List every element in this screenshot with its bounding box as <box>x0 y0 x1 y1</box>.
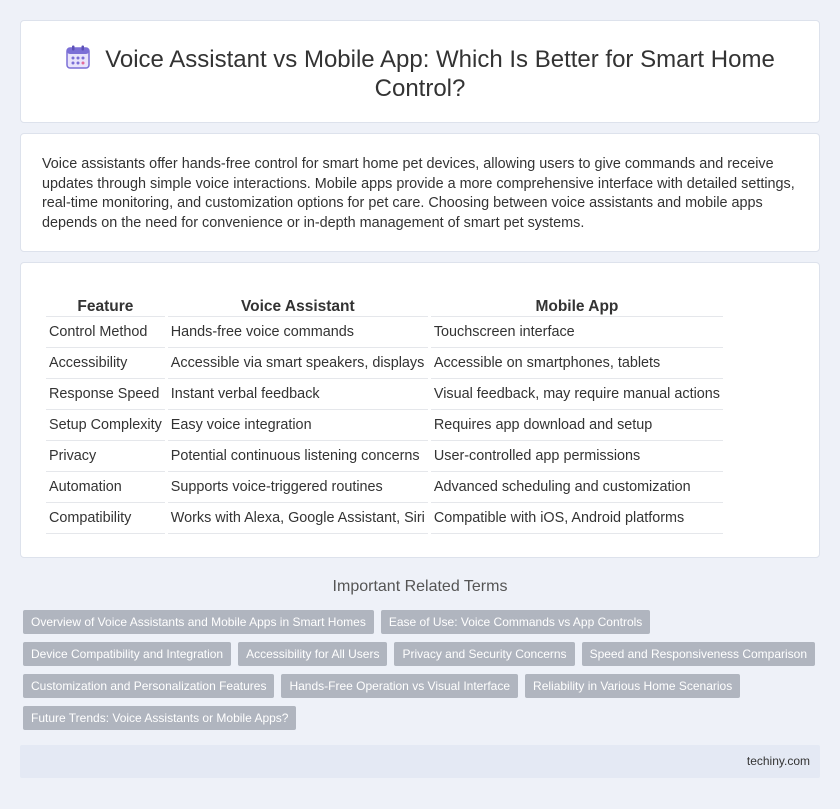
header-card <box>20 20 820 123</box>
table-cell: Privacy <box>46 441 165 472</box>
related-term-tag[interactable]: Ease of Use: Voice Commands vs App Controls <box>381 610 650 634</box>
table-cell: Hands-free voice commands <box>168 317 428 348</box>
table-cell: Instant verbal feedback <box>168 379 428 410</box>
table-cell: Accessible via smart speakers, displays <box>168 348 428 379</box>
related-terms-tags <box>23 610 823 730</box>
related-term-tag[interactable]: Customization and Personalization Features <box>23 674 274 698</box>
header-feature: Feature <box>46 297 165 317</box>
table-cell: Advanced scheduling and customization <box>431 472 723 503</box>
intro-text: Voice assistants offer hands-free control for smart home pet devices, allowing users to give commands and receive updates through simple voice interactions. Mobile apps provide a more comprehensive interface with detailed settings, real-time monitoring, and customization options for pet care. Choosing between voice assistants and mobile apps depends on the need for convenience or in-depth management of smart pet systems. <box>42 156 795 231</box>
table-cell: Compatibility <box>46 503 165 534</box>
table-row <box>46 503 723 534</box>
table-cell: Response Speed <box>46 379 165 410</box>
related-terms-title: Important Related Terms <box>332 578 508 595</box>
table-cell: User-controlled app permissions <box>431 441 723 472</box>
intro-card <box>20 133 820 252</box>
table-row <box>46 472 723 503</box>
comparison-table <box>43 297 726 534</box>
related-term-tag[interactable]: Privacy and Security Concerns <box>394 642 574 666</box>
table-cell: Visual feedback, may require manual actions <box>431 379 723 410</box>
related-term-tag[interactable]: Reliability in Various Home Scenarios <box>525 674 740 698</box>
table-cell: Accessible on smartphones, tablets <box>431 348 723 379</box>
table-row <box>46 410 723 441</box>
footer-site-link[interactable]: techiny.com <box>746 754 810 768</box>
table-header-row <box>46 297 723 317</box>
table-cell: Easy voice integration <box>168 410 428 441</box>
page-title: Voice Assistant vs Mobile App: Which Is Better for Smart Home Control? <box>105 46 775 102</box>
calendar-icon <box>65 44 91 70</box>
table-row <box>46 317 723 348</box>
table-cell: Compatible with iOS, Android platforms <box>431 503 723 534</box>
page-title-wrap <box>61 44 779 103</box>
related-term-tag[interactable]: Speed and Responsiveness Comparison <box>582 642 815 666</box>
table-cell: Control Method <box>46 317 165 348</box>
related-term-tag[interactable]: Device Compatibility and Integration <box>23 642 231 666</box>
table-cell: Setup Complexity <box>46 410 165 441</box>
related-term-tag[interactable]: Future Trends: Voice Assistants or Mobile Apps? <box>23 706 296 730</box>
table-row <box>46 379 723 410</box>
related-term-tag[interactable]: Overview of Voice Assistants and Mobile Apps in Smart Homes <box>23 610 374 634</box>
comparison-card <box>20 262 820 558</box>
related-term-tag[interactable]: Accessibility for All Users <box>238 642 387 666</box>
related-term-tag[interactable]: Hands-Free Operation vs Visual Interface <box>281 674 518 698</box>
table-cell: Works with Alexa, Google Assistant, Siri <box>168 503 428 534</box>
table-row <box>46 348 723 379</box>
table-row <box>46 441 723 472</box>
table-cell: Requires app download and setup <box>431 410 723 441</box>
table-cell: Supports voice-triggered routines <box>168 472 428 503</box>
header-voice-assistant: Voice Assistant <box>168 297 428 317</box>
table-cell: Potential continuous listening concerns <box>168 441 428 472</box>
table-cell: Automation <box>46 472 165 503</box>
table-cell: Accessibility <box>46 348 165 379</box>
table-cell: Touchscreen interface <box>431 317 723 348</box>
footer <box>20 745 820 778</box>
header-mobile-app: Mobile App <box>431 297 723 317</box>
